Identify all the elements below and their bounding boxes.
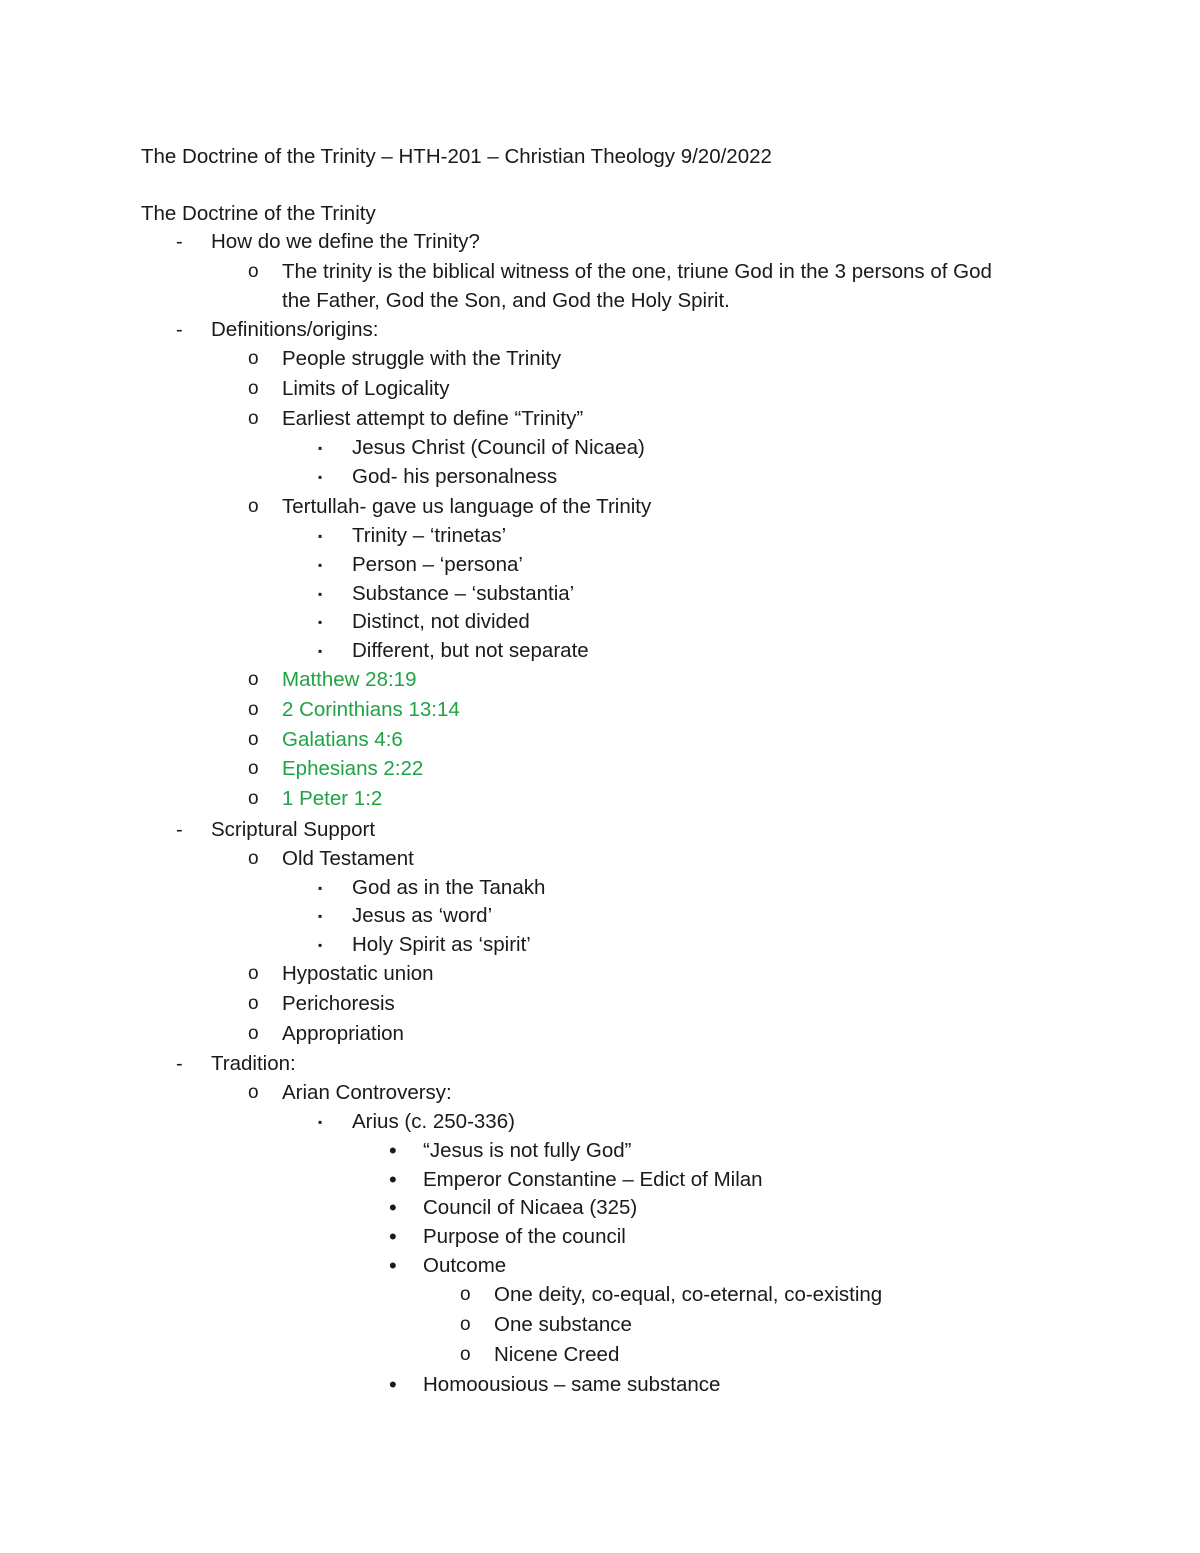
- outline-item-define: How do we define the Trinity?: [211, 230, 480, 253]
- list-item: Earliest attempt to define “Trinity”: [282, 407, 584, 430]
- round-bullet: •: [389, 1224, 397, 1249]
- definition-text-line-2: the Father, God the Son, and God the Holy Spirit.: [282, 289, 730, 312]
- definition-text-line-1: The trinity is the biblical witness of the one, triune God in the 3 persons of God: [282, 260, 992, 283]
- list-item: Jesus Christ (Council of Nicaea): [352, 436, 645, 459]
- circle-bullet: o: [248, 963, 259, 984]
- square-bullet: ▪: [318, 615, 323, 629]
- square-bullet: ▪: [318, 644, 323, 658]
- list-item: Limits of Logicality: [282, 377, 450, 400]
- verse-reference: Ephesians 2:22: [282, 757, 424, 780]
- dash-bullet: -: [176, 819, 183, 841]
- circle-bullet: o: [248, 1082, 259, 1103]
- round-bullet: •: [389, 1138, 397, 1163]
- list-item: Nicene Creed: [494, 1343, 620, 1366]
- outline-item-definitions: Definitions/origins:: [211, 318, 379, 341]
- circle-bullet: o: [460, 1314, 471, 1335]
- circle-bullet: o: [248, 758, 259, 779]
- circle-bullet: o: [248, 261, 259, 282]
- verse-reference: Matthew 28:19: [282, 668, 417, 691]
- list-item: Trinity – ‘trinetas’: [352, 524, 507, 547]
- dash-bullet: -: [176, 319, 183, 341]
- section-heading: The Doctrine of the Trinity: [141, 202, 376, 225]
- list-item: Holy Spirit as ‘spirit’: [352, 933, 531, 956]
- list-item: One deity, co-equal, co-eternal, co-existing: [494, 1283, 883, 1306]
- circle-bullet: o: [460, 1344, 471, 1365]
- list-item: Arius (c. 250-336): [352, 1110, 515, 1133]
- verse-reference: Galatians 4:6: [282, 728, 403, 751]
- list-item: Council of Nicaea (325): [423, 1196, 638, 1219]
- list-item: “Jesus is not fully God”: [423, 1139, 632, 1162]
- list-item: Hypostatic union: [282, 962, 434, 985]
- circle-bullet: o: [248, 993, 259, 1014]
- circle-bullet: o: [248, 378, 259, 399]
- list-item: Different, but not separate: [352, 639, 589, 662]
- list-item: Old Testament: [282, 847, 414, 870]
- square-bullet: ▪: [318, 587, 323, 601]
- round-bullet: •: [389, 1372, 397, 1397]
- list-item: One substance: [494, 1313, 632, 1336]
- circle-bullet: o: [248, 408, 259, 429]
- outline-item-tradition: Tradition:: [211, 1052, 296, 1075]
- square-bullet: ▪: [318, 441, 323, 455]
- round-bullet: •: [389, 1195, 397, 1220]
- list-item: Arian Controversy:: [282, 1081, 452, 1104]
- circle-bullet: o: [460, 1284, 471, 1305]
- round-bullet: •: [389, 1167, 397, 1192]
- list-item: Tertullah- gave us language of the Trinity: [282, 495, 652, 518]
- circle-bullet: o: [248, 669, 259, 690]
- circle-bullet: o: [248, 348, 259, 369]
- square-bullet: ▪: [318, 1115, 323, 1129]
- verse-reference: 2 Corinthians 13:14: [282, 698, 460, 721]
- circle-bullet: o: [248, 848, 259, 869]
- list-item: Jesus as ‘word’: [352, 904, 493, 927]
- list-item: Appropriation: [282, 1022, 404, 1045]
- list-item: Substance – ‘substantia’: [352, 582, 575, 605]
- list-item: Perichoresis: [282, 992, 395, 1015]
- list-item: Homoousious – same substance: [423, 1373, 721, 1396]
- circle-bullet: o: [248, 788, 259, 809]
- dash-bullet: -: [176, 1053, 183, 1075]
- square-bullet: ▪: [318, 558, 323, 572]
- document-title: The Doctrine of the Trinity – HTH-201 – Christian Theology 9/20/2022: [141, 145, 772, 168]
- list-item: God as in the Tanakh: [352, 876, 546, 899]
- square-bullet: ▪: [318, 470, 323, 484]
- circle-bullet: o: [248, 699, 259, 720]
- list-item: Emperor Constantine – Edict of Milan: [423, 1168, 763, 1191]
- square-bullet: ▪: [318, 909, 323, 923]
- list-item: People struggle with the Trinity: [282, 347, 562, 370]
- square-bullet: ▪: [318, 529, 323, 543]
- verse-reference: 1 Peter 1:2: [282, 787, 383, 810]
- list-item: God- his personalness: [352, 465, 558, 488]
- list-item: Person – ‘persona’: [352, 553, 523, 576]
- round-bullet: •: [389, 1253, 397, 1278]
- outline-item-scriptural-support: Scriptural Support: [211, 818, 376, 841]
- circle-bullet: o: [248, 496, 259, 517]
- square-bullet: ▪: [318, 881, 323, 895]
- circle-bullet: o: [248, 1023, 259, 1044]
- list-item: Distinct, not divided: [352, 610, 530, 633]
- list-item: Purpose of the council: [423, 1225, 626, 1248]
- dash-bullet: -: [176, 231, 183, 253]
- circle-bullet: o: [248, 729, 259, 750]
- square-bullet: ▪: [318, 938, 323, 952]
- list-item: Outcome: [423, 1254, 507, 1277]
